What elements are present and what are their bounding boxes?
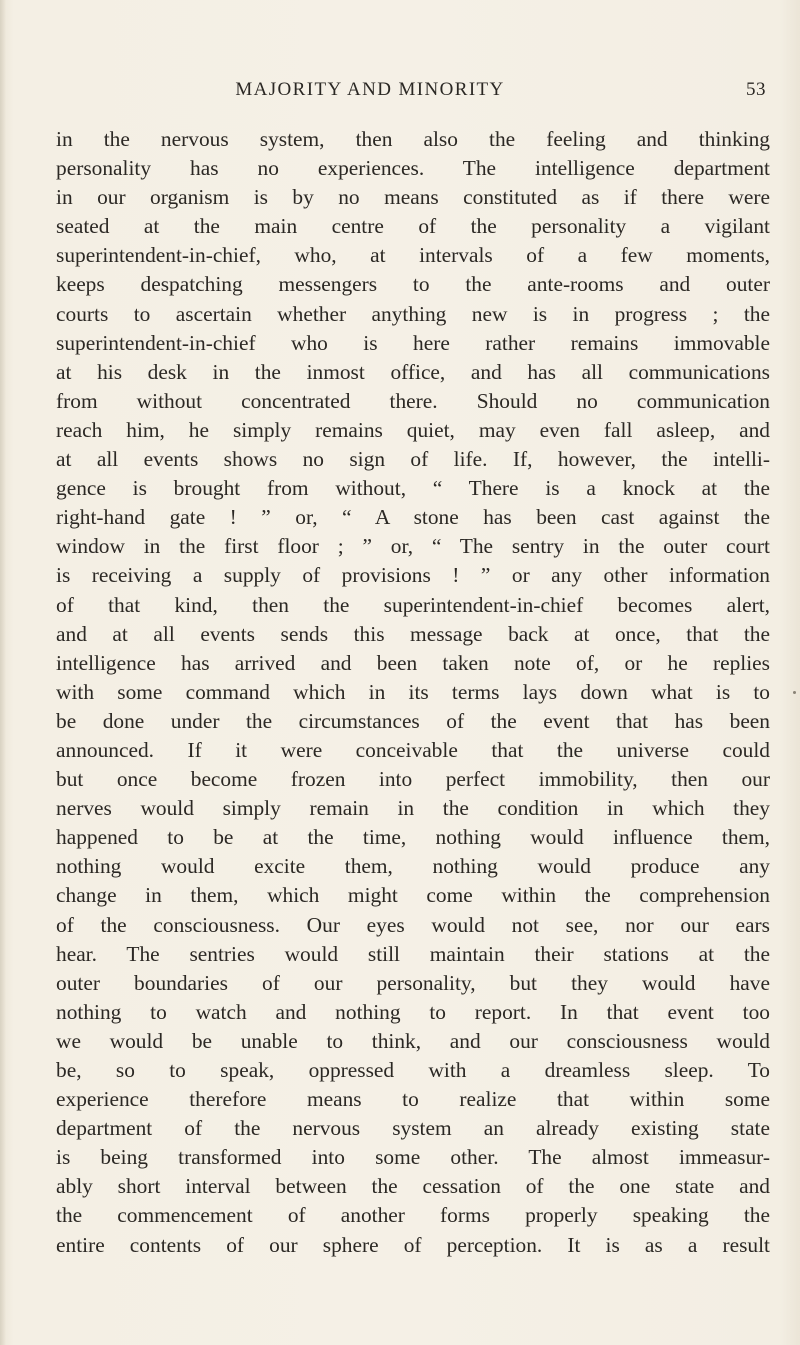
- text-line: nothing to watch and nothing to report. In that event too: [56, 999, 770, 1024]
- text-line: be, so to speak, oppressed with a dreamless sleep. To: [56, 1058, 770, 1082]
- page-header: [110, 79, 778, 111]
- text-line: nerves would simply remain in the condition in which they: [56, 796, 770, 821]
- text-line: change in them, which might come within the comprehension: [56, 883, 770, 908]
- text-line: is being transformed into some other. The almost immeasur-: [56, 1145, 770, 1170]
- text-line: superintendent-in-chief who is here rather remains immovable: [56, 330, 770, 355]
- body-text: [56, 125, 770, 1260]
- text-line: in the nervous system, then also the feeling and thinking: [56, 127, 770, 151]
- page-edge-shadow: [0, 0, 6, 1345]
- text-line: in our organism is by no means constituted as if there were: [56, 185, 770, 210]
- text-line: keeps despatching messengers to the ante-rooms and outer: [56, 272, 770, 297]
- text-line: gence is brought from without, “ There is a knock at the: [56, 476, 770, 501]
- text-line: hear. The sentries would still maintain their stations at the: [56, 941, 770, 966]
- text-line: with some command which in its terms lays down what is to: [56, 679, 770, 704]
- text-line: ably short interval between the cessation of the one state and: [56, 1174, 770, 1199]
- text-line: entire contents of our sphere of perception. It is as a result: [56, 1232, 770, 1257]
- text-line: intelligence has arrived and been taken note of, or he replies: [56, 650, 770, 675]
- text-line: courts to ascertain whether anything new is in progress ; the: [56, 301, 770, 326]
- page-number: 53: [746, 79, 766, 100]
- text-line: at his desk in the inmost office, and has all communications: [56, 359, 770, 384]
- text-line: of that kind, then the superintendent-in-chief becomes alert,: [56, 592, 770, 617]
- text-line: nothing would excite them, nothing would produce any: [56, 854, 770, 879]
- text-line: is receiving a supply of provisions ! ” or any other information: [56, 563, 770, 588]
- text-line: experience therefore means to realize that within some: [56, 1087, 770, 1112]
- text-line: and at all events sends this message back at once, that the: [56, 621, 770, 646]
- text-line: right-hand gate ! ” or, “ A stone has been cast against the: [56, 505, 770, 530]
- text-line: reach him, he simply remains quiet, may even fall asleep, and: [56, 417, 770, 442]
- text-line: at all events shows no sign of life. If, however, the intelli-: [56, 447, 770, 472]
- text-line: the commencement of another forms properly speaking the: [56, 1203, 770, 1228]
- text-line: happened to be at the time, nothing would influence them,: [56, 825, 770, 850]
- text-line: from without concentrated there. Should no communication: [56, 388, 770, 413]
- text-line: announced. If it were conceivable that the universe could: [56, 737, 770, 762]
- text-line: outer boundaries of our personality, but they would have: [56, 970, 770, 995]
- text-line: but once become frozen into perfect immobility, then our: [56, 767, 770, 792]
- text-line: be done under the circumstances of the event that has been: [56, 708, 770, 733]
- text-line: we would be unable to think, and our consciousness would: [56, 1028, 770, 1053]
- text-line: window in the first floor ; ” or, “ The sentry in the outer court: [56, 534, 770, 559]
- running-title: MAJORITY AND MINORITY: [235, 79, 505, 100]
- text-line: superintendent-in-chief, who, at intervals of a few moments,: [56, 243, 770, 268]
- text-line: department of the nervous system an already existing state: [56, 1116, 770, 1141]
- text-line: of the consciousness. Our eyes would not see, nor our ears: [56, 912, 770, 937]
- text-line: seated at the main centre of the personality a vigilant: [56, 214, 770, 239]
- paper-speck: [793, 691, 796, 694]
- text-line: personality has no experiences. The intelligence department: [56, 156, 770, 181]
